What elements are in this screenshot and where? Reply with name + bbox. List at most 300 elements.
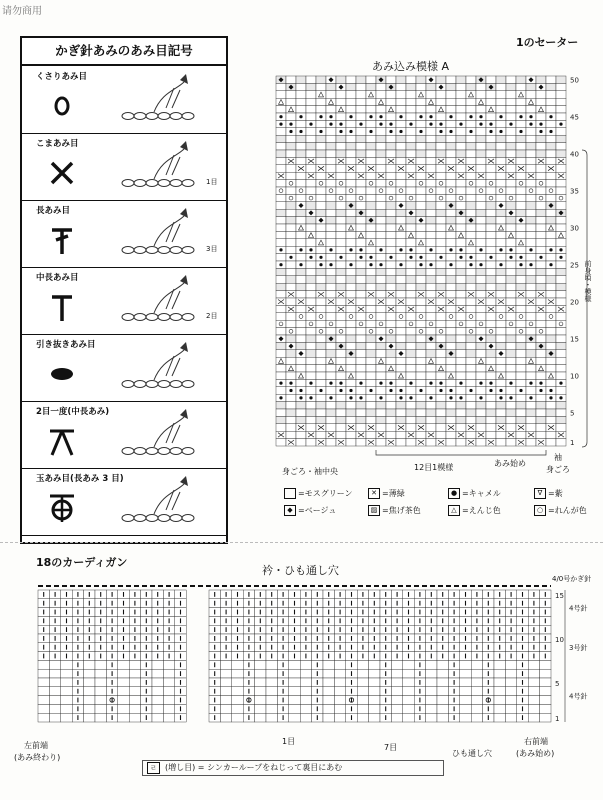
chart-cell bbox=[296, 217, 306, 224]
chart-cell bbox=[526, 305, 536, 312]
chart-cell bbox=[306, 202, 316, 209]
chart-cell bbox=[406, 135, 416, 142]
chart-cell bbox=[456, 165, 466, 172]
chart-cell bbox=[276, 106, 286, 113]
chart-cell bbox=[426, 91, 436, 98]
collar-cell bbox=[38, 713, 49, 722]
chart-cell bbox=[346, 83, 356, 90]
chart-cell bbox=[516, 431, 526, 438]
row-number-label: 5 bbox=[570, 409, 575, 418]
chart-cell bbox=[556, 350, 566, 357]
collar-cell bbox=[426, 660, 437, 669]
legend-item bbox=[448, 488, 534, 499]
chart-cell bbox=[326, 387, 336, 394]
chart-cell bbox=[466, 268, 476, 275]
hook-size-label: 3号針 bbox=[569, 644, 588, 653]
chart-cell bbox=[406, 239, 416, 246]
chart-cell bbox=[446, 194, 456, 201]
chart-cell bbox=[406, 91, 416, 98]
collar-cell bbox=[266, 660, 277, 669]
chart-cell bbox=[496, 365, 506, 372]
collar-cell bbox=[334, 704, 345, 713]
chart-cell bbox=[536, 143, 546, 150]
chart-cell bbox=[436, 187, 446, 194]
chart-cell bbox=[296, 239, 306, 246]
chart-cell bbox=[556, 143, 566, 150]
chart-cell bbox=[406, 261, 416, 268]
chart-cell bbox=[396, 320, 406, 327]
chart-cell bbox=[506, 313, 516, 320]
chart-cell bbox=[506, 83, 516, 90]
dot-mark bbox=[329, 382, 332, 385]
chart-cell bbox=[526, 202, 536, 209]
collar-cell bbox=[95, 696, 106, 705]
chart-cell bbox=[456, 187, 466, 194]
dot-mark bbox=[379, 115, 382, 118]
chart-cell bbox=[476, 409, 486, 416]
chart-cell bbox=[336, 187, 346, 194]
dot-mark bbox=[439, 389, 442, 392]
chart-cell bbox=[306, 409, 316, 416]
chart-cell bbox=[496, 402, 506, 409]
chart-cell bbox=[386, 372, 396, 379]
chart-cell bbox=[476, 320, 486, 327]
chart-cell bbox=[556, 298, 566, 305]
chart-cell bbox=[546, 217, 556, 224]
chart-cell bbox=[466, 135, 476, 142]
chart-cell bbox=[296, 335, 306, 342]
chart-cell bbox=[406, 276, 416, 283]
chart-cell bbox=[556, 424, 566, 431]
chart-cell bbox=[456, 202, 466, 209]
collar-cell bbox=[129, 660, 140, 669]
panel-title: かぎ針あみのあみ目記号 bbox=[22, 38, 226, 66]
dot-mark bbox=[509, 123, 512, 126]
chart-cell bbox=[436, 268, 446, 275]
chart-cell bbox=[486, 98, 496, 105]
collar-cell bbox=[266, 678, 277, 687]
chart-cell bbox=[496, 416, 506, 423]
chart-cell bbox=[326, 209, 336, 216]
chart-cell bbox=[496, 268, 506, 275]
chart-cell bbox=[286, 276, 296, 283]
collar-cell bbox=[437, 660, 448, 669]
chart-cell bbox=[556, 402, 566, 409]
dot-mark bbox=[399, 389, 402, 392]
collar-cell bbox=[232, 687, 243, 696]
chart-cell bbox=[376, 91, 386, 98]
chart-cell bbox=[286, 187, 296, 194]
chart-cell bbox=[366, 305, 376, 312]
chart-cell bbox=[546, 305, 556, 312]
row-number-label: 40 bbox=[570, 150, 579, 159]
chart-cell bbox=[346, 150, 356, 157]
chart-cell bbox=[506, 298, 516, 305]
chart-cell bbox=[486, 246, 496, 253]
chart-cell bbox=[466, 246, 476, 253]
collar-cell bbox=[84, 713, 95, 722]
chart-cell bbox=[386, 113, 396, 120]
symbol-row bbox=[22, 66, 226, 134]
chart-cell bbox=[486, 165, 496, 172]
chart-cell bbox=[316, 283, 326, 290]
chart-cell bbox=[526, 135, 536, 142]
divider bbox=[0, 542, 603, 543]
chart-cell bbox=[326, 254, 336, 261]
chart-cell bbox=[416, 357, 426, 364]
chart-cell bbox=[436, 431, 446, 438]
chart-cell bbox=[296, 328, 306, 335]
chart-cell bbox=[356, 283, 366, 290]
chart-cell bbox=[386, 165, 396, 172]
chart-cell bbox=[306, 239, 316, 246]
collar-cell bbox=[38, 687, 49, 696]
chart-cell bbox=[396, 409, 406, 416]
collar-cell bbox=[61, 713, 72, 722]
chart-cell bbox=[556, 239, 566, 246]
dot-mark bbox=[529, 248, 532, 251]
chart-cell bbox=[316, 143, 326, 150]
chart-cell bbox=[446, 98, 456, 105]
chart-cell bbox=[536, 357, 546, 364]
collar-cell bbox=[152, 704, 163, 713]
dot-mark bbox=[409, 382, 412, 385]
chart-cell bbox=[356, 98, 366, 105]
collar-cell bbox=[369, 678, 380, 687]
chart-cell bbox=[346, 305, 356, 312]
chart-cell bbox=[286, 261, 296, 268]
chart-cell bbox=[376, 180, 386, 187]
chart-cell bbox=[316, 276, 326, 283]
chart-cell bbox=[276, 165, 286, 172]
chart-cell bbox=[376, 313, 386, 320]
chart-cell bbox=[556, 150, 566, 157]
dot-mark bbox=[429, 263, 432, 266]
dot-mark bbox=[399, 248, 402, 251]
chart-cell bbox=[526, 409, 536, 416]
chart-cell bbox=[376, 416, 386, 423]
chart-cell bbox=[496, 239, 506, 246]
chart-cell bbox=[496, 254, 506, 261]
chart-cell bbox=[486, 276, 496, 283]
chart-cell bbox=[276, 83, 286, 90]
chart-cell bbox=[426, 342, 436, 349]
chart-cell bbox=[486, 150, 496, 157]
chart-cell bbox=[396, 106, 406, 113]
collar-cell bbox=[369, 696, 380, 705]
collar-cell bbox=[391, 713, 402, 722]
legend-swatch-icon: ∇ bbox=[534, 488, 546, 499]
row-number-label: 5 bbox=[555, 679, 560, 688]
chart-cell bbox=[286, 357, 296, 364]
chart-cell bbox=[336, 246, 346, 253]
chart-cell bbox=[476, 91, 486, 98]
chart-cell bbox=[416, 365, 426, 372]
chart-cell bbox=[496, 135, 506, 142]
chart-cell bbox=[366, 409, 376, 416]
dot-mark bbox=[439, 130, 442, 133]
dot-mark bbox=[389, 256, 392, 259]
collar-cell bbox=[232, 669, 243, 678]
chart-cell bbox=[296, 439, 306, 446]
collar-cell bbox=[61, 660, 72, 669]
chart-cell bbox=[556, 409, 566, 416]
collar-cell bbox=[403, 678, 414, 687]
collar-cell bbox=[49, 696, 60, 705]
chart-cell bbox=[506, 439, 516, 446]
chart-cell bbox=[276, 150, 286, 157]
chart-cell bbox=[516, 246, 526, 253]
dot-mark bbox=[289, 130, 292, 133]
chart-cell bbox=[356, 365, 366, 372]
chart-cell bbox=[396, 180, 406, 187]
chart-cell bbox=[436, 91, 446, 98]
chart-cell bbox=[516, 231, 526, 238]
chart-cell bbox=[396, 416, 406, 423]
chart-cell bbox=[456, 409, 466, 416]
chart-cell bbox=[426, 128, 436, 135]
chart-cell bbox=[336, 394, 346, 401]
chart-cell bbox=[526, 387, 536, 394]
chart-cell bbox=[306, 276, 316, 283]
dot-mark bbox=[279, 263, 282, 266]
dot-mark bbox=[299, 130, 302, 133]
chart-cell bbox=[286, 335, 296, 342]
chart-cell bbox=[526, 239, 536, 246]
chart-cell bbox=[316, 209, 326, 216]
collar-cell bbox=[528, 687, 539, 696]
chart-cell bbox=[346, 402, 356, 409]
chart-cell bbox=[456, 342, 466, 349]
dot-mark bbox=[339, 382, 342, 385]
chart-cell bbox=[356, 187, 366, 194]
stitch-illustration bbox=[114, 407, 222, 463]
chart-cell bbox=[506, 365, 516, 372]
chart-cell bbox=[516, 83, 526, 90]
dot-mark bbox=[439, 123, 442, 126]
chart-cell bbox=[376, 424, 386, 431]
chart-cell bbox=[386, 135, 396, 142]
chart-cell bbox=[526, 209, 536, 216]
repeat-bracket bbox=[376, 450, 546, 455]
chart-cell bbox=[376, 83, 386, 90]
chart-cell bbox=[336, 135, 346, 142]
chart-cell bbox=[316, 246, 326, 253]
chart-cell bbox=[546, 209, 556, 216]
legend-label: =えんじ色 bbox=[462, 506, 501, 515]
chart-cell bbox=[316, 106, 326, 113]
dot-mark bbox=[339, 123, 342, 126]
chart-cell bbox=[436, 224, 446, 231]
chart-cell bbox=[356, 202, 366, 209]
chart-cell bbox=[376, 320, 386, 327]
chart-cell bbox=[456, 283, 466, 290]
chart-cell bbox=[486, 202, 496, 209]
collar-cell bbox=[118, 696, 129, 705]
chart-cell bbox=[416, 342, 426, 349]
chart-cell bbox=[516, 350, 526, 357]
chart-cell bbox=[336, 239, 346, 246]
chart-cell bbox=[376, 106, 386, 113]
chart-cell bbox=[366, 313, 376, 320]
collar-cell bbox=[391, 660, 402, 669]
chart-cell bbox=[336, 165, 346, 172]
chart-cell bbox=[366, 150, 376, 157]
chart-cell bbox=[476, 165, 486, 172]
chart-cell bbox=[296, 268, 306, 275]
chart-cell bbox=[276, 128, 286, 135]
chart-cell bbox=[556, 276, 566, 283]
dot-mark bbox=[349, 130, 352, 133]
chart-cell bbox=[466, 202, 476, 209]
chart-cell bbox=[336, 268, 346, 275]
chart-cell bbox=[366, 135, 376, 142]
dot-mark bbox=[349, 263, 352, 266]
chart-cell bbox=[496, 276, 506, 283]
chart-cell bbox=[326, 224, 336, 231]
chart-cell bbox=[546, 328, 556, 335]
chart-cell bbox=[356, 150, 366, 157]
collar-cell bbox=[357, 687, 368, 696]
chart-cell bbox=[466, 194, 476, 201]
symbol-label: 長あみ目 bbox=[36, 206, 71, 216]
stitch-count-label: 2目 bbox=[206, 312, 218, 320]
chart-cell bbox=[556, 335, 566, 342]
dot-mark bbox=[379, 248, 382, 251]
chart-cell bbox=[506, 106, 516, 113]
chart-cell bbox=[316, 224, 326, 231]
legend-item bbox=[368, 488, 448, 499]
chart-cell bbox=[516, 379, 526, 386]
chart-cell bbox=[476, 135, 486, 142]
collar-cell bbox=[323, 678, 334, 687]
chart-cell bbox=[416, 276, 426, 283]
collar-cell bbox=[426, 696, 437, 705]
chart-cell bbox=[336, 217, 346, 224]
chart-cell bbox=[386, 91, 396, 98]
chart-cell bbox=[426, 150, 436, 157]
chart-cell bbox=[556, 357, 566, 364]
chart-cell bbox=[316, 268, 326, 275]
chart-cell bbox=[486, 320, 496, 327]
chart-cell bbox=[396, 91, 406, 98]
chart-cell bbox=[386, 416, 396, 423]
dot-mark bbox=[459, 123, 462, 126]
dot-mark bbox=[329, 123, 332, 126]
chart-cell bbox=[476, 342, 486, 349]
chart-cell bbox=[466, 231, 476, 238]
chart-cell bbox=[276, 305, 286, 312]
chart-cell bbox=[346, 313, 356, 320]
chart-cell bbox=[486, 335, 496, 342]
dot-mark bbox=[549, 115, 552, 118]
chart-cell bbox=[446, 150, 456, 157]
chart-cell bbox=[556, 202, 566, 209]
chart-cell bbox=[286, 283, 296, 290]
chart-cell bbox=[376, 291, 386, 298]
dot-mark bbox=[529, 115, 532, 118]
chart-cell bbox=[556, 372, 566, 379]
collar-cell bbox=[323, 669, 334, 678]
dot-mark bbox=[519, 130, 522, 133]
chart-cell bbox=[396, 365, 406, 372]
chart-cell bbox=[406, 439, 416, 446]
chart-cell bbox=[336, 328, 346, 335]
symbol-label: 玉あみ目(長あみ 3 目) bbox=[36, 474, 124, 484]
chart-cell bbox=[536, 113, 546, 120]
chart-cell bbox=[336, 409, 346, 416]
collar-cell bbox=[540, 687, 551, 696]
chart-cell bbox=[426, 416, 436, 423]
chart-cell bbox=[546, 291, 556, 298]
collar-cell bbox=[494, 713, 505, 722]
collar-cell bbox=[152, 696, 163, 705]
chart-cell bbox=[456, 180, 466, 187]
one-stitch-label: 1目 bbox=[282, 737, 296, 746]
chart-cell bbox=[416, 320, 426, 327]
chart-cell bbox=[336, 231, 346, 238]
chart-cell bbox=[306, 106, 316, 113]
collar-cell bbox=[540, 713, 551, 722]
dot-mark bbox=[319, 115, 322, 118]
chart-cell bbox=[416, 328, 426, 335]
chart-cell bbox=[496, 98, 506, 105]
chart-cell bbox=[356, 91, 366, 98]
chart-cell bbox=[326, 283, 336, 290]
chart-cell bbox=[276, 409, 286, 416]
chart-cell bbox=[396, 379, 406, 386]
chart-cell bbox=[376, 305, 386, 312]
chart-cell bbox=[466, 143, 476, 150]
collar-cell bbox=[49, 704, 60, 713]
chart-cell bbox=[376, 328, 386, 335]
chart-cell bbox=[346, 106, 356, 113]
chart-cell bbox=[516, 416, 526, 423]
collar-cell bbox=[84, 669, 95, 678]
dot-mark bbox=[479, 396, 482, 399]
collar-cell bbox=[528, 669, 539, 678]
increase-symbol-icon: ㄹ bbox=[147, 762, 160, 774]
legend-label: =キャメル bbox=[462, 489, 501, 498]
chart-cell bbox=[426, 254, 436, 261]
chart-cell bbox=[516, 394, 526, 401]
dot-mark bbox=[409, 396, 412, 399]
collar-cell bbox=[84, 687, 95, 696]
collar-cell bbox=[540, 696, 551, 705]
chart-cell bbox=[496, 305, 506, 312]
chart-cell bbox=[276, 283, 286, 290]
collar-cell bbox=[460, 687, 471, 696]
dot-mark bbox=[359, 123, 362, 126]
dot-mark bbox=[419, 256, 422, 259]
dot-mark bbox=[409, 123, 412, 126]
chart-cell bbox=[436, 402, 446, 409]
collar-cell bbox=[289, 669, 300, 678]
chart-cell bbox=[356, 224, 366, 231]
dot-mark bbox=[319, 263, 322, 266]
collar-cell bbox=[84, 678, 95, 687]
chart-cell bbox=[406, 143, 416, 150]
dot-mark bbox=[389, 382, 392, 385]
dot-mark bbox=[469, 263, 472, 266]
collar-cell bbox=[323, 696, 334, 705]
dot-mark bbox=[309, 123, 312, 126]
chart-cell bbox=[366, 402, 376, 409]
chart-cell bbox=[456, 416, 466, 423]
chart-cell bbox=[516, 402, 526, 409]
dot-mark bbox=[479, 263, 482, 266]
dot-mark bbox=[539, 382, 542, 385]
